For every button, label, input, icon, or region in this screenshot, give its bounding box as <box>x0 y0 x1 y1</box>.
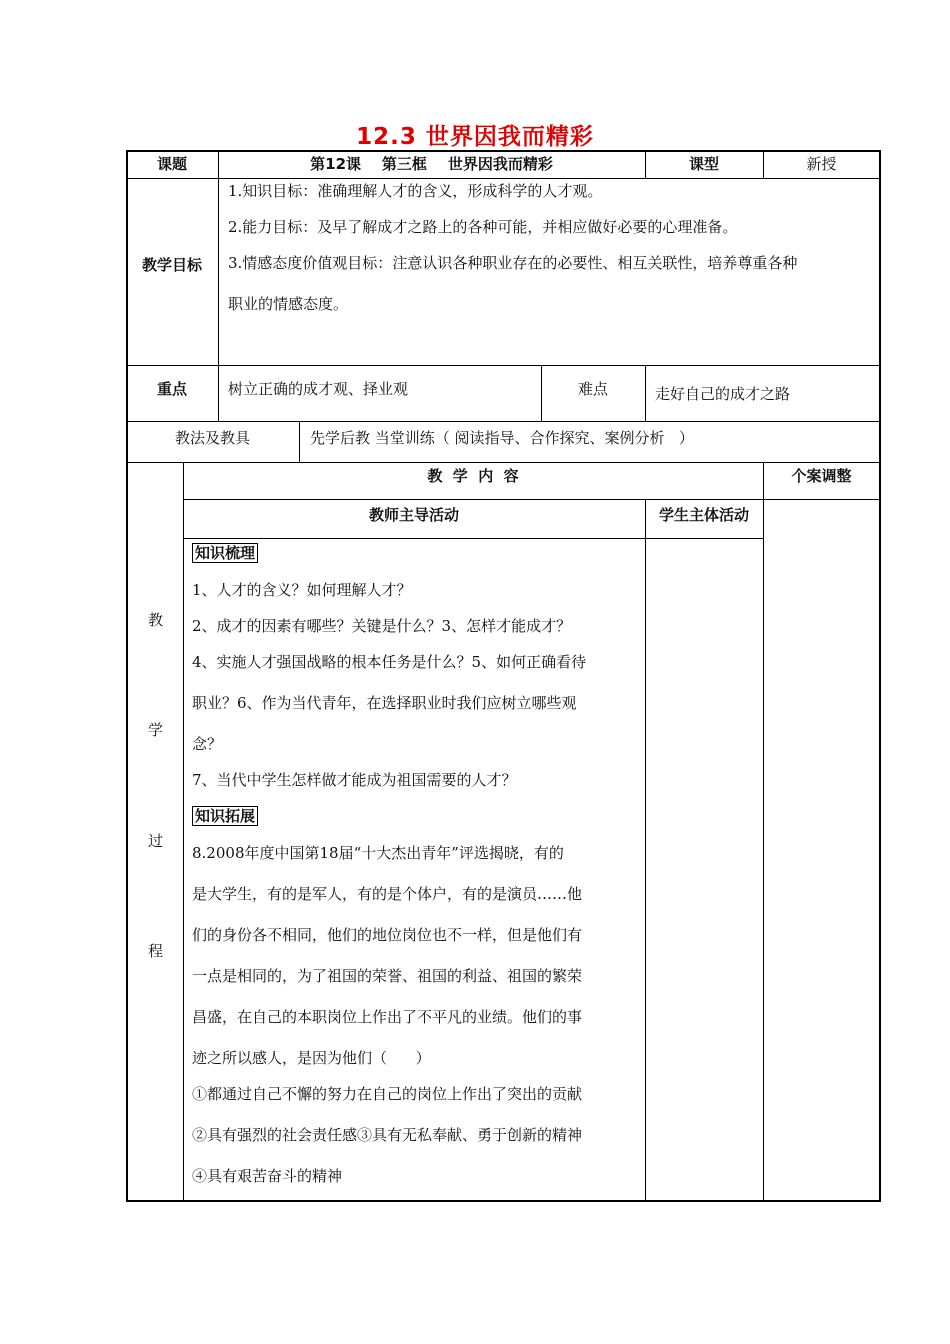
difficulty-label: 难点 <box>577 380 608 398</box>
extension-line: 是大学生，有的是军人，有的是个体户，有的是演员……他 <box>192 885 583 903</box>
topic-value: 第12课 第三框 世界因我而精彩 <box>310 155 553 173</box>
difficulty-value: 走好自己的成才之路 <box>655 385 791 403</box>
adjust-header: 个案调整 <box>791 467 852 485</box>
extension-line: ①都通过自己不懈的努力在自己的岗位上作出了突出的贡献 <box>192 1085 583 1103</box>
extension-line: 迹之所以感人，是因为他们（ ） <box>192 1049 431 1067</box>
review-line: 职业？6、作为当代青年，在选择职业时我们应树立哪些观 <box>192 694 577 712</box>
table-right-border <box>879 150 881 1202</box>
extension-line: 们的身份各不相同，他们的地位岗位也不一样，但是他们有 <box>192 926 583 944</box>
review-line: 7、当代中学生怎样做才能成为祖国需要的人才？ <box>192 771 517 789</box>
process-side-char: 程 <box>148 942 164 960</box>
table-bottom-border <box>126 1200 881 1202</box>
process-side-char: 学 <box>148 721 164 739</box>
extension-line: 8.2008年度中国第18届“十大杰出青年”评选揭晓，有的 <box>192 844 564 862</box>
process-side-char: 过 <box>148 832 164 850</box>
review-line: 念？ <box>192 735 223 753</box>
objective-line: 2.能力目标：及早了解成才之路上的各种可能，并相应做好必要的心理准备。 <box>228 218 738 236</box>
teacher-header: 教师主导活动 <box>368 506 459 524</box>
student-header: 学生主体活动 <box>658 506 749 524</box>
key-point-value: 树立正确的成才观、择业观 <box>228 380 409 398</box>
content-header: 教 学 内 容 <box>427 467 519 485</box>
objective-line: 3.情感态度价值观目标：注意认识各种职业存在的必要性、相互关联性，培养尊重各种 <box>228 254 798 272</box>
methods-value: 先学后教 当堂训练（ 阅读指导、合作探究、案例分析 ） <box>310 429 694 447</box>
type-value: 新授 <box>806 155 837 173</box>
objective-line: 1.知识目标：准确理解人才的含义，形成科学的人才观。 <box>228 182 603 200</box>
section-title-review: 知识梳理 <box>192 543 258 563</box>
document-title: 12.3 世界因我而精彩 <box>356 124 594 150</box>
review-line: 2、成才的因素有哪些？关键是什么？3、怎样才能成才？ <box>192 617 572 635</box>
key-point-label: 重点 <box>156 380 187 398</box>
extension-line: ②具有强烈的社会责任感③具有无私奉献、勇于创新的精神 <box>192 1126 583 1144</box>
extension-line: 一点是相同的，为了祖国的荣誉、祖国的利益、祖国的繁荣 <box>192 967 583 985</box>
topic-label: 课题 <box>156 155 187 173</box>
table-left-border <box>126 150 128 1202</box>
review-line: 1、人才的含义？如何理解人才？ <box>192 581 412 599</box>
objectives-label: 教学目标 <box>141 256 202 274</box>
review-line: 4、实施人才强国战略的根本任务是什么？5、如何正确看待 <box>192 653 587 671</box>
objective-line: 职业的情感态度。 <box>228 295 349 313</box>
process-side-char: 教 <box>148 611 164 629</box>
type-label: 课型 <box>688 155 719 173</box>
section-title-extension: 知识拓展 <box>192 806 258 826</box>
extension-line: ④具有艰苦奋斗的精神 <box>192 1167 343 1185</box>
methods-label: 教法及教具 <box>174 429 250 447</box>
table-top-border <box>126 150 881 152</box>
extension-line: 昌盛，在自己的本职岗位上作出了不平凡的业绩。他们的事 <box>192 1008 583 1026</box>
